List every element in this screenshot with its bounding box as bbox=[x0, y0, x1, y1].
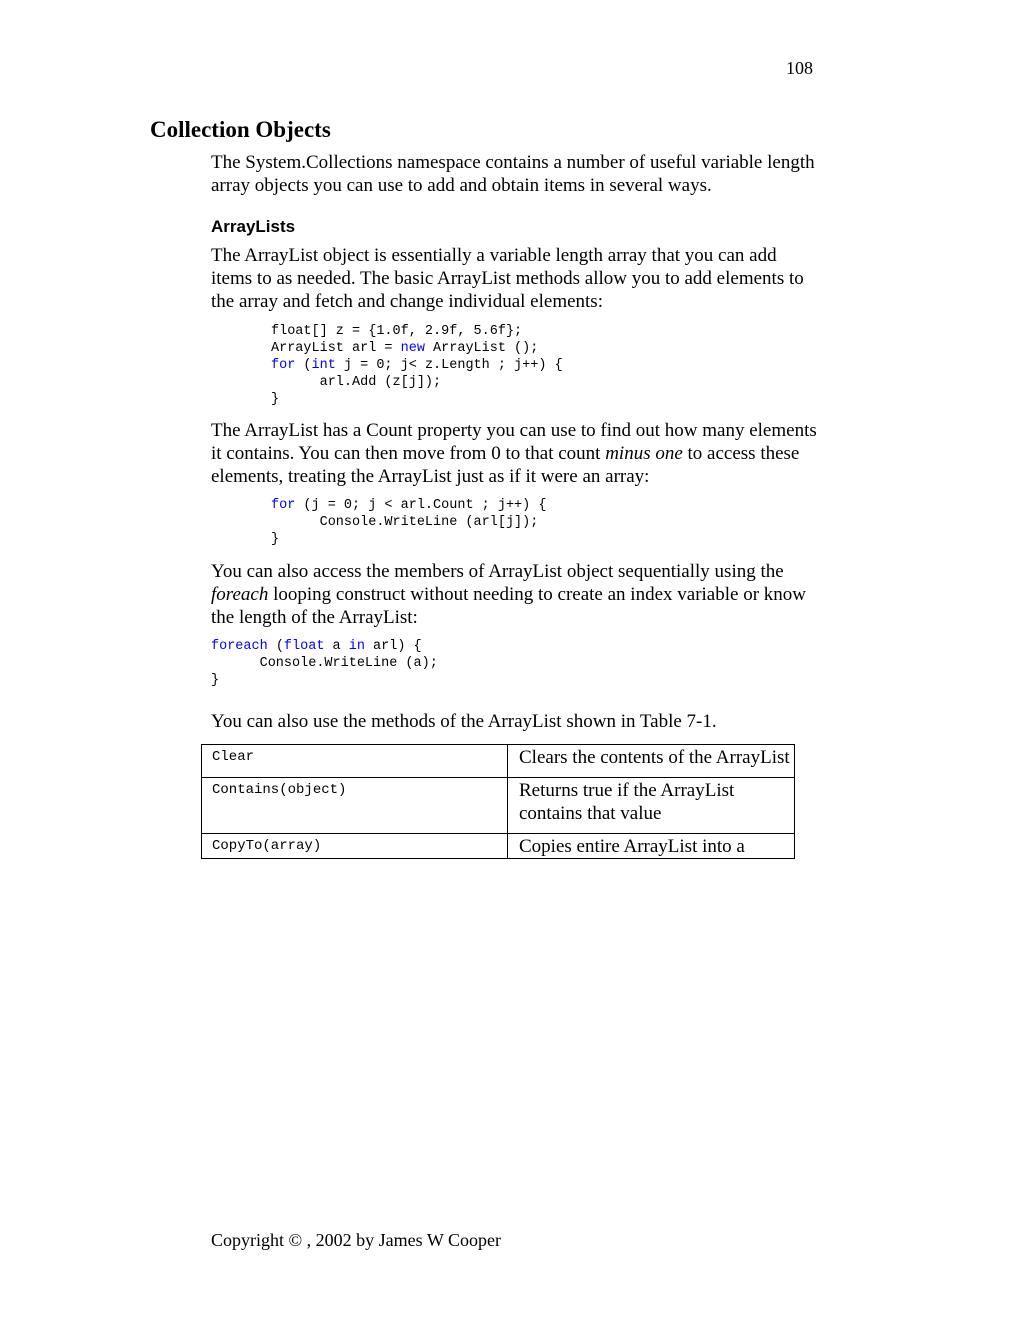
paragraph-text: looping construct without needing to create an index variable or know the length of the ArrayList: bbox=[211, 584, 806, 628]
foreach-paragraph bbox=[211, 560, 821, 629]
code-line bbox=[211, 638, 438, 655]
methods-intro-paragraph: You can also use the methods of the ArrayList shown in Table 7-1. bbox=[211, 711, 717, 732]
method-name-cell: Contains(object) bbox=[202, 778, 508, 834]
code-keyword: for bbox=[271, 358, 296, 373]
code-keyword: new bbox=[400, 341, 425, 356]
method-description-cell: Copies entire ArrayList into a bbox=[508, 834, 795, 859]
copyright-footer: Copyright © , 2002 by James W Cooper bbox=[211, 1230, 501, 1250]
code-keyword: int bbox=[311, 358, 336, 373]
code-line: } bbox=[271, 532, 280, 547]
code-line: Console.WriteLine (arl[j]); bbox=[271, 515, 539, 530]
intro-paragraph: The System.Collections namespace contains a number of useful variable length array objects you can use to add and obtain items in several ways. bbox=[211, 152, 815, 196]
code-keyword: foreach bbox=[211, 639, 268, 654]
code-block-foreach bbox=[211, 638, 438, 689]
code-line: } bbox=[211, 673, 220, 688]
count-property-paragraph bbox=[211, 419, 821, 488]
method-name-cell: Clear bbox=[202, 745, 508, 778]
code-text: arl) { bbox=[364, 639, 422, 654]
arraylist-methods-table bbox=[201, 744, 795, 859]
code-text: ArrayList (); bbox=[424, 341, 539, 356]
arraylist-description-paragraph: The ArrayList object is essentially a variable length array that you can add items to as needed. The basic ArrayList methods allow you to add elements to the array and fetch and change individual elements: bbox=[211, 245, 804, 312]
method-description-cell: Clears the contents of the ArrayList bbox=[508, 745, 795, 778]
method-description-cell: Returns true if the ArrayList contains that value bbox=[508, 778, 795, 834]
table-row bbox=[202, 778, 795, 834]
emphasis-text: minus one bbox=[605, 443, 683, 464]
method-name-cell: CopyTo(array) bbox=[202, 834, 508, 859]
code-block-count-loop bbox=[271, 497, 546, 548]
table-row bbox=[202, 745, 795, 778]
table-row bbox=[202, 834, 795, 859]
section-heading: Collection Objects bbox=[150, 117, 331, 142]
code-line: Console.WriteLine (a); bbox=[211, 656, 438, 671]
code-line bbox=[271, 497, 546, 514]
code-line: } bbox=[271, 392, 280, 407]
arraylists-heading: ArrayLists bbox=[211, 217, 296, 236]
code-line: arl.Add (z[j]); bbox=[271, 375, 442, 390]
code-line bbox=[271, 357, 563, 374]
code-keyword: for bbox=[271, 498, 296, 513]
paragraph-text: You can also access the members of ArrayList object sequentially using the bbox=[211, 561, 784, 582]
code-text: ArrayList arl = bbox=[271, 341, 401, 356]
code-line bbox=[271, 340, 563, 357]
paragraph-text: to access these elements, treating the ArrayList just as if it were an array: bbox=[211, 443, 800, 487]
page-number: 108 bbox=[786, 58, 813, 78]
code-text: ( bbox=[267, 639, 284, 654]
code-line: float[] z = {1.0f, 2.9f, 5.6f}; bbox=[271, 324, 523, 339]
paragraph-text: The ArrayList has a Count property you can use to find out how many elements it contains. You can then move from 0 to that count bbox=[211, 420, 817, 464]
code-keyword: in bbox=[348, 639, 365, 654]
code-text: j = 0; j< z.Length ; j++) { bbox=[335, 358, 563, 373]
code-text: a bbox=[324, 639, 349, 654]
code-text: (j = 0; j < arl.Count ; j++) { bbox=[295, 498, 547, 513]
emphasis-text: foreach bbox=[211, 584, 269, 605]
code-text: ( bbox=[295, 358, 312, 373]
code-keyword: float bbox=[283, 639, 325, 654]
code-block-array-add bbox=[271, 323, 563, 408]
